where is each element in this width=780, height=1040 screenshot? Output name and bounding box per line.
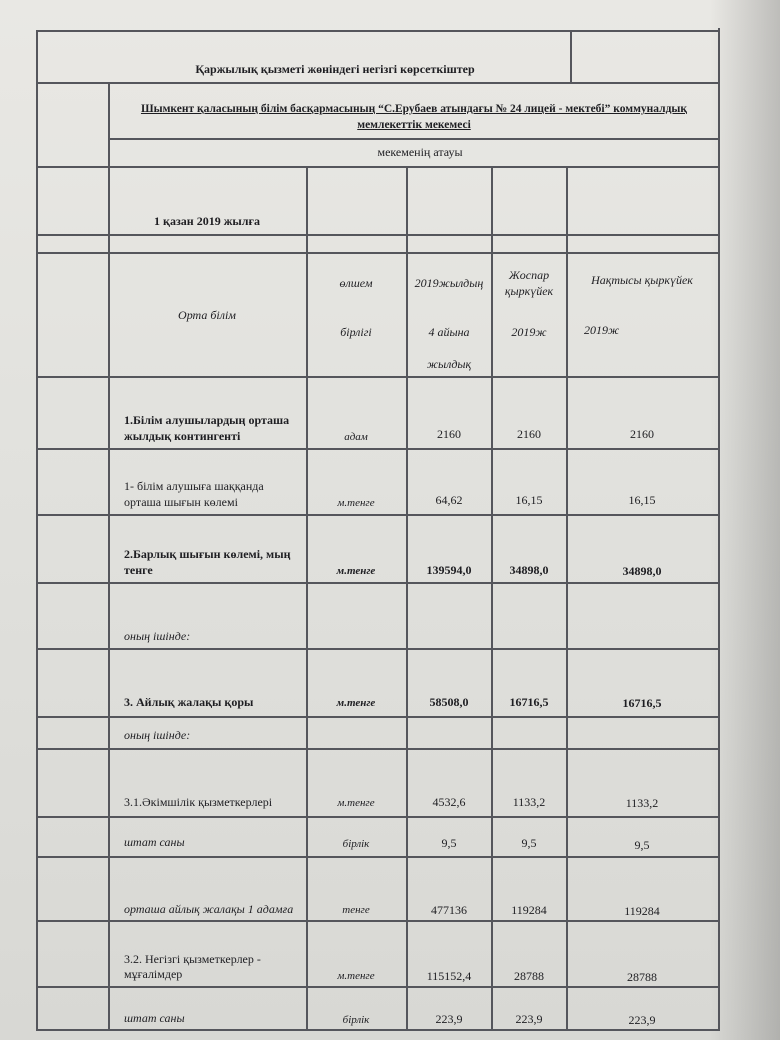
row-label: 3.1.Әкімшілік қызметкерлері (124, 795, 273, 809)
row-actual: 2160 (630, 427, 654, 441)
rule (36, 376, 720, 378)
row-unit: тенге (342, 904, 370, 916)
row-unit: м.тенге (336, 697, 376, 709)
row-label: штат саны (124, 1011, 185, 1025)
rule (36, 514, 720, 516)
rule (36, 816, 720, 818)
row-unit: м.тенге (337, 797, 375, 809)
unit-header-l2: бірлігі (340, 325, 372, 339)
rule (36, 648, 720, 650)
row-plan: 119284 (511, 903, 547, 917)
row-actual: 119284 (624, 904, 660, 918)
rule (36, 920, 720, 922)
row-label: оның ішінде: (124, 629, 191, 643)
section-title: Орта білім (178, 308, 236, 322)
row-label: жылдық контингенті (124, 429, 241, 443)
annual-header-l1: 2019жылдың (414, 276, 484, 290)
row-plan: 9,5 (521, 836, 537, 850)
rule (108, 138, 720, 140)
rule (36, 716, 720, 718)
row-label: тенге (124, 563, 153, 577)
row-label: орташа шығын көлемі (124, 495, 238, 509)
row-actual: 1133,2 (625, 796, 659, 810)
row-plan: 28788 (514, 969, 544, 983)
row-label: 3.2. Негізгі қызметкерлер - (124, 952, 261, 966)
actual-header-l1: Нақтысы қыркүйек (591, 273, 693, 287)
rule (36, 234, 720, 236)
row-actual: 16716,5 (622, 696, 662, 710)
annual-header-l3: жылдық (426, 357, 472, 371)
border-left (36, 30, 38, 1030)
row-annual: 2160 (437, 427, 461, 441)
rule (36, 448, 720, 450)
plan-header-l1: Жоспар (508, 268, 550, 282)
row-unit: м.тенге (337, 970, 375, 982)
plan-header-l2: қыркүйек (504, 284, 554, 298)
row-annual: 223,9 (435, 1012, 463, 1026)
row-plan: 34898,0 (509, 563, 549, 577)
institution-name-line-2: мемлекеттік мекемесі (357, 119, 471, 131)
unit-header-l1: өлшем (339, 276, 373, 290)
row-annual: 115152,4 (426, 969, 472, 983)
row-actual: 16,15 (628, 493, 656, 507)
row-label: мұғалімдер (124, 967, 183, 981)
row-label: 2.Барлық шығын көлемі, мың (124, 547, 291, 561)
row-label: орташа айлық жалақы 1 адамға (124, 902, 294, 916)
row-annual: 9,5 (441, 836, 457, 850)
row-label: оның ішінде: (124, 728, 191, 742)
row-actual: 28788 (627, 970, 657, 984)
row-unit: адам (344, 431, 368, 443)
row-label: штат саны (124, 835, 185, 849)
actual-header-l2: 2019ж (584, 323, 620, 337)
title-right-cell-sep (570, 30, 572, 82)
row-annual: 4532,6 (432, 795, 466, 809)
row-label: 3. Айлық жалақы қоры (124, 695, 254, 709)
row-unit: бірлік (342, 838, 370, 850)
row-annual: 58508,0 (429, 695, 469, 709)
border-right (718, 28, 720, 1030)
col-sep-5 (566, 168, 568, 1030)
rule (36, 986, 720, 988)
row-actual: 34898,0 (622, 564, 662, 578)
rule (36, 166, 720, 168)
row-plan: 1133,2 (512, 795, 546, 809)
institution-name-line-1: Шымкент қаласының білім басқармасының “С.Ерубаев атындағы № 24 лицей - мектебі” коммуналдық (140, 103, 688, 115)
row-label: 1.Білім алушылардың орташа (124, 413, 290, 427)
annual-header-l2: 4 айына (428, 325, 470, 339)
border-top (36, 30, 720, 32)
plan-header-l3: 2019ж (511, 325, 547, 339)
row-plan: 16,15 (515, 493, 543, 507)
rule (36, 82, 720, 84)
row-plan: 2160 (517, 427, 541, 441)
row-unit: м.тенге (336, 565, 376, 577)
document-title: Қаржылық қызметі жөніндегі негізгі көрсеткіштер (195, 62, 475, 76)
border-bottom (36, 1029, 720, 1031)
row-label: 1- білім алушыға шаққанда (124, 479, 264, 493)
row-actual: 9,5 (634, 838, 650, 852)
rule (36, 748, 720, 750)
row-annual: 477136 (431, 903, 467, 917)
report-date: 1 қазан 2019 жылға (154, 214, 260, 228)
row-plan: 223,9 (515, 1012, 543, 1026)
rule (36, 252, 720, 254)
rule (36, 582, 720, 584)
row-annual: 139594,0 (426, 563, 472, 577)
row-unit: м.тенге (337, 497, 375, 509)
row-actual: 223,9 (628, 1013, 656, 1027)
institution-caption: мекеменің атауы (377, 145, 463, 159)
rule (36, 856, 720, 858)
row-annual: 64,62 (435, 493, 463, 507)
row-plan: 16716,5 (509, 695, 549, 709)
row-unit: бірлік (342, 1014, 370, 1026)
